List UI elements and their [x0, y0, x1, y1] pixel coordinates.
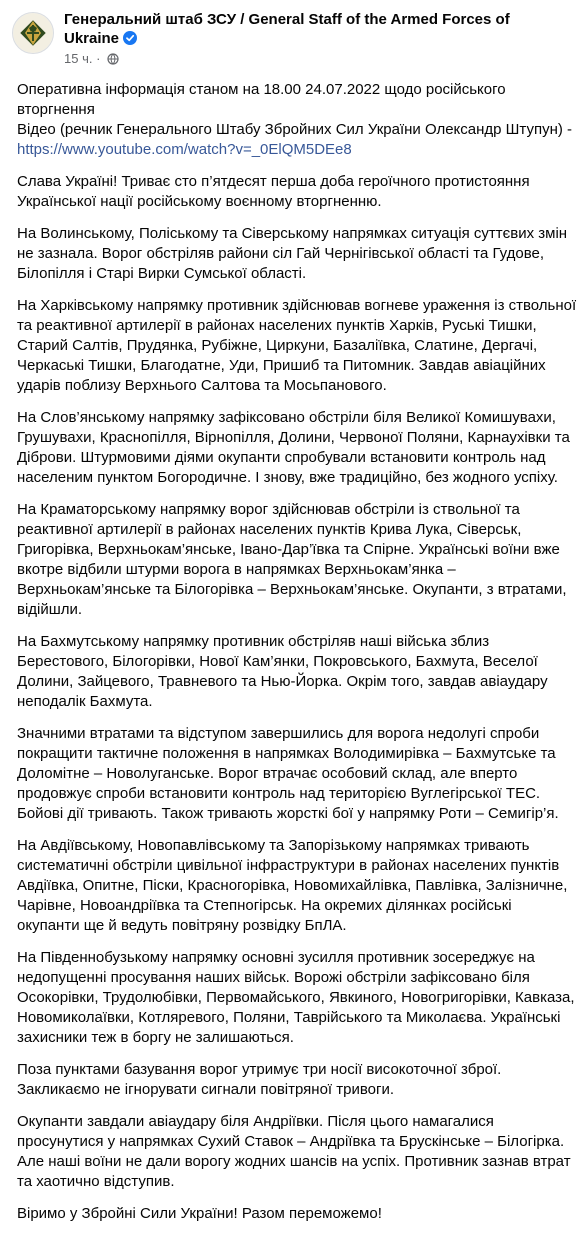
paragraph-closing: Віримо у Збройні Сили України! Разом переможемо!: [17, 1205, 382, 1222]
paragraph-bakhmut: На Бахмутському напрямку противник обстріляв наші війська зблиз Берестового, Білогорівки, Нової Кам’янки, Покровського, Бахмута, Веселої Долини, Зайцевого, Травневого та Нью-Йорка. Окрім того, завдав авіаудару неподалік Бахмута.: [17, 633, 548, 710]
page-name[interactable]: Генеральний штаб ЗСУ / General Staff of the Armed Forces of Ukraine: [64, 11, 510, 47]
paragraph-avdiivka-zaporizhzhia: На Авдіївському, Новопавлівському та Запорізькому напрямках тривають систематичні обстріли цивільної інфраструктури в районах населених пунктів Авдіївка, Опитне, Піски, Красногорівка, Новомихайлівка, Павлівка, Залізничне, Чарівне, Новоандріївка та Степногірськ. На окремих ділянках російські окупанти ще й ведуть повітряну розвідку БпЛА.: [17, 837, 568, 934]
paragraph-kramatorsk: На Краматорському напрямку ворог здійснював обстріли із ствольної та реактивної артилерії в районах населених пунктів Крива Лука, Сіверськ, Григорівка, Верхньокам’янське, Івано-Дар’ївка та Спірне. Українські воїни вже вкотре відбили штурми ворога в напрямках Верхньокам’янка – Верхньокам’янське та Білогорівка – Верхньокам’янське. Окупанти, з втратами, відійшли.: [17, 501, 567, 618]
paragraph-andriivka: Окупанти завдали авіаудару біля Андріївки. Після цього намагалися просунутися у напрямках Сухий Ставок – Андріївка та Брускінське – Білогірка. Але наші воїни не дали ворогу жодних шансів на успіх. Противник зазнав втрат та хаотично відступив.: [17, 1113, 571, 1190]
post-body: [17, 80, 577, 1236]
paragraph-precision-weapons: Поза пунктами базування ворог утримує три носії високоточної зброї. Закликаємо не ігнорувати сигнали повітряної тривоги.: [17, 1061, 502, 1098]
armed-forces-emblem-icon: [13, 13, 53, 53]
post-meta: [64, 51, 119, 69]
video-link[interactable]: https://www.youtube.com/watch?v=_0ElQM5DEe8: [17, 141, 352, 158]
page-avatar[interactable]: [12, 12, 54, 54]
globe-icon[interactable]: [107, 53, 119, 69]
paragraph-pivdennobuzkyi: На Південнобузькому напрямку основні зусилля противник зосереджує на недопущенні просування наших військ. Ворожі обстріли зафіксовано біля Осокорівки, Трудолюбівки, Первомайського, Явкиного, Новогригорівки, Кавказа, Новомиколаївки, Котляревого, Поляни, Таврійського та Миколаєва. Українські захисники теж в боргу не залишаються.: [17, 949, 575, 1046]
paragraph-greeting: Слава Україні! Триває сто п’ятдесят перша доба героїчного протистояння Української нації російському воєнному вторгненню.: [17, 173, 530, 210]
paragraph-kharkiv: На Харківському напрямку противник здійснював вогневе ураження із ствольної та реактивної артилерії в районах населених пунктів Харків, Руські Тишки, Старий Салтів, Прудянка, Рубіжне, Циркуни, Базаліївка, Слатине, Дергачі, Черкаські Тишки, Благодатне, Уди, Пришиб та Питомник. Завдав авіаційних ударів поблизу Верхнього Салтова та Мосьпанового.: [17, 297, 577, 394]
paragraph-volyn-polissia-siversk: На Волинському, Поліському та Сіверському напрямках ситуація суттєвих змін не зазнала. Ворог обстріляв райони сіл Гай Чернігівської області та Гудове, Білопілля і Старі Вирки Сумської області.: [17, 225, 568, 282]
page-name-link[interactable]: [64, 10, 564, 48]
intro-video-credit: Відео (речник Генерального Штабу Збройних Сил України Олександр Штупун) -: [17, 121, 573, 138]
verified-badge-icon: [123, 31, 137, 45]
post-header: [12, 8, 578, 66]
post-timestamp[interactable]: 15 ч.: [64, 51, 93, 66]
meta-separator: ·: [96, 51, 101, 66]
post-intro: [17, 80, 577, 160]
paragraph-losses-retreat: Значними втратами та відступом завершились для ворога недолугі спроби покращити тактичне положення в напрямках Володимирівка – Бахмутське та Доломітне – Новолуганське. Ворог втрачає особовий склад, але вперто продовжує спроби встановити контроль над територією Вуглегірської ТЕС. Бойові дії тривають. Також тривають жорсткі бої у напрямку Роти – Семигір’я.: [17, 725, 559, 822]
paragraph-sloviansk: На Слов’янському напрямку зафіксовано обстріли біля Великої Комишувахи, Грушувахи, Краснопілля, Вірнопілля, Долини, Червоної Поляни, Карнаухівки та Діброви. Штурмовими діями окупанти спробували встановити контроль над населеним пунктом Богородичне. І знову, вже традиційно, без жодного успіху.: [17, 409, 570, 486]
intro-heading: Оперативна інформація станом на 18.00 24.07.2022 щодо російського вторгнення: [17, 81, 506, 118]
